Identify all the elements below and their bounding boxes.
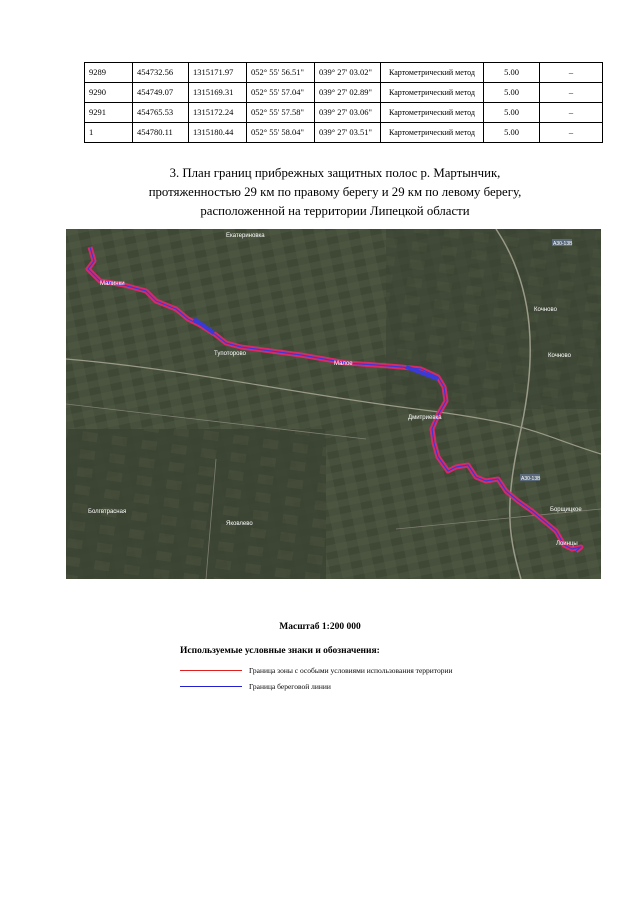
- legend-title: Используемые условные знаки и обозначения:: [180, 646, 380, 656]
- legend-item-shore: [180, 680, 331, 692]
- table-cell-lat: 052° 55' 58.04": [247, 123, 315, 143]
- legend-label: Граница зоны с особыми условиями использования территории: [249, 665, 453, 675]
- map-scale: Масштаб 1:200 000: [279, 622, 361, 632]
- table-cell-note: –: [540, 103, 603, 123]
- heading-line-2: протяженностью 29 км по правому берегу и 29 км по левому берегу,: [148, 185, 522, 199]
- table-cell-lat: 052° 55' 57.58": [247, 103, 315, 123]
- table-cell-method: Картометрический метод: [381, 103, 484, 123]
- table-cell-y: 1315169.31: [189, 83, 247, 103]
- table-cell-y: 1315171.97: [189, 63, 247, 83]
- table-cell-note: –: [540, 83, 603, 103]
- table-cell-method: Картометрический метод: [381, 63, 484, 83]
- map-label: Яковлево: [226, 521, 253, 527]
- map-label: Борщицкое: [550, 507, 582, 513]
- table-cell-note: –: [540, 123, 603, 143]
- map-label: Малинки: [100, 281, 125, 287]
- table-cell-n: 1: [85, 123, 133, 143]
- table-cell-method: Картометрический метод: [381, 83, 484, 103]
- table-cell-lon: 039° 27' 03.02": [315, 63, 381, 83]
- table-cell-acc: 5.00: [484, 83, 540, 103]
- table-cell-x: 454749.07: [133, 83, 189, 103]
- table-cell-lat: 052° 55' 56.51": [247, 63, 315, 83]
- table-cell-method: Картометрический метод: [381, 123, 484, 143]
- map-label: Тупоторово: [214, 351, 246, 357]
- table-row: [85, 123, 603, 143]
- map-label: Дмитриевка: [408, 415, 442, 421]
- zone-line-icon: [180, 670, 242, 671]
- table-cell-n: 9290: [85, 83, 133, 103]
- table-cell-x: 454732.56: [133, 63, 189, 83]
- table-cell-lon: 039° 27' 03.06": [315, 103, 381, 123]
- table-cell-acc: 5.00: [484, 63, 540, 83]
- map-label: Болгвтрасная: [88, 509, 127, 515]
- map-canvas: [66, 229, 601, 579]
- road-badge: А30-13В: [521, 476, 541, 482]
- table-row: [85, 103, 603, 123]
- satellite-map: [66, 229, 601, 579]
- map-label: Кочново: [534, 307, 557, 313]
- table-cell-x: 454780.11: [133, 123, 189, 143]
- table-cell-lon: 039° 27' 02.89": [315, 83, 381, 103]
- section-heading: [120, 164, 550, 221]
- legend-item-zone: [180, 664, 453, 676]
- table-cell-x: 454765.53: [133, 103, 189, 123]
- map-label: Екатериновка: [226, 233, 265, 239]
- road-badge: А30-13В: [553, 241, 573, 247]
- legend-label: Граница береговой линии: [249, 681, 331, 691]
- table-cell-y: 1315172.24: [189, 103, 247, 123]
- coordinates-table: [84, 62, 603, 143]
- shore-line-icon: [180, 686, 242, 687]
- heading-line-1: 3. План границ прибрежных защитных полос р. Мартынчик,: [169, 166, 501, 180]
- map-label: Малое: [334, 361, 353, 367]
- table-cell-y: 1315180.44: [189, 123, 247, 143]
- table-row: [85, 63, 603, 83]
- map-label: Лоинцы: [556, 541, 578, 547]
- heading-line-3: расположенной на территории Липецкой области: [200, 204, 470, 218]
- table-cell-n: 9291: [85, 103, 133, 123]
- table-cell-n: 9289: [85, 63, 133, 83]
- table-row: [85, 83, 603, 103]
- table-cell-lat: 052° 55' 57.04": [247, 83, 315, 103]
- table-cell-acc: 5.00: [484, 123, 540, 143]
- table-cell-note: –: [540, 63, 603, 83]
- table-cell-lon: 039° 27' 03.51": [315, 123, 381, 143]
- map-label: Кочново: [548, 353, 571, 359]
- table-cell-acc: 5.00: [484, 103, 540, 123]
